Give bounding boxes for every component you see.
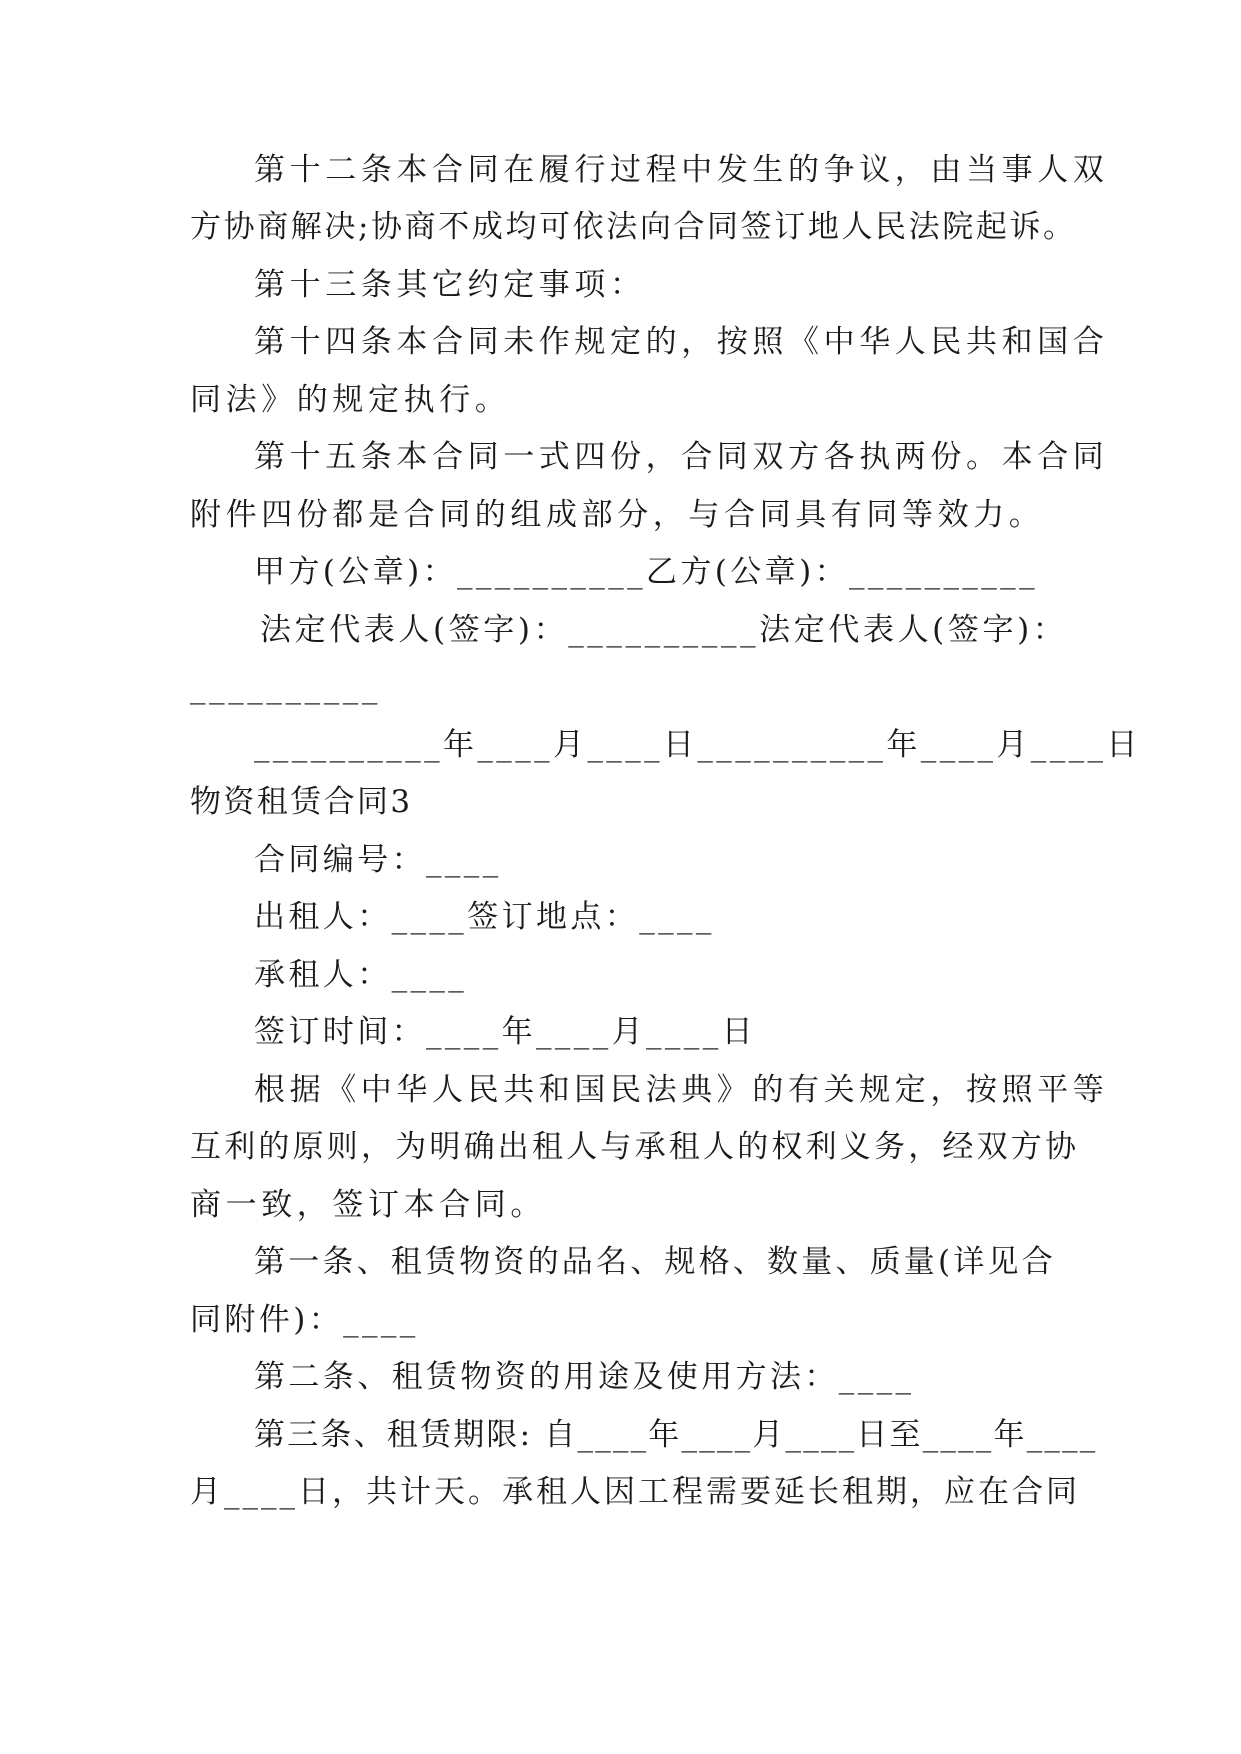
contract-number-line: 合同编号：____ <box>254 842 502 878</box>
lessee-line: 承租人：____ <box>254 957 468 993</box>
section-title: 物资租赁合同3 <box>190 784 413 820</box>
paragraph-line: 根据《中华人民共和国民法典》的有关规定，按照平等 <box>254 1072 1109 1108</box>
paragraph-line: 第十三条其它约定事项： <box>254 267 646 303</box>
paragraph-line: 第十二条本合同在履行过程中发生的争议，由当事人双 <box>254 152 1109 188</box>
signing-date-line: 签订时间：____年____月____日 <box>254 1014 756 1050</box>
paragraph-line: 第二条、租赁物资的用途及使用方法：____ <box>254 1359 915 1395</box>
paragraph-line: 第一条、租赁物资的品名、规格、数量、质量(详见合 <box>254 1244 1056 1280</box>
paragraph-line: 互利的原则，为明确出租人与承租人的权利义务，经双方协 <box>190 1129 1080 1165</box>
paragraph-line: 第十四条本合同未作规定的，按照《中华人民共和国合 <box>254 324 1109 360</box>
paragraph-line: 月____日，共计天。承租人因工程需要延长租期，应在合同 <box>190 1474 1080 1510</box>
signature-line: 法定代表人(签字)：__________法定代表人(签字)： <box>260 612 1068 648</box>
paragraph-line: 第三条、租赁期限: 自____年____月____日至____年____ <box>254 1417 1098 1453</box>
lessor-line: 出租人：____签订地点：____ <box>254 899 715 935</box>
paragraph-line: 同附件)：____ <box>190 1302 419 1338</box>
paragraph-line: 第十五条本合同一式四份，合同双方各执两份。本合同 <box>254 439 1109 475</box>
paragraph-line: 同法》的规定执行。 <box>190 382 511 418</box>
date-line: __________年____月____日__________年____月____日 <box>254 727 1141 763</box>
paragraph-line: 方协商解决;协商不成均可依法向合同签订地人民法院起诉。 <box>190 209 1077 245</box>
paragraph-line: 附件四份都是合同的组成部分，与合同具有同等效力。 <box>190 497 1045 533</box>
signature-line: 甲方(公章)：__________乙方(公章)：__________ <box>254 554 1038 590</box>
signature-line: __________ <box>190 669 381 705</box>
paragraph-line: 商一致，签订本合同。 <box>190 1187 546 1223</box>
